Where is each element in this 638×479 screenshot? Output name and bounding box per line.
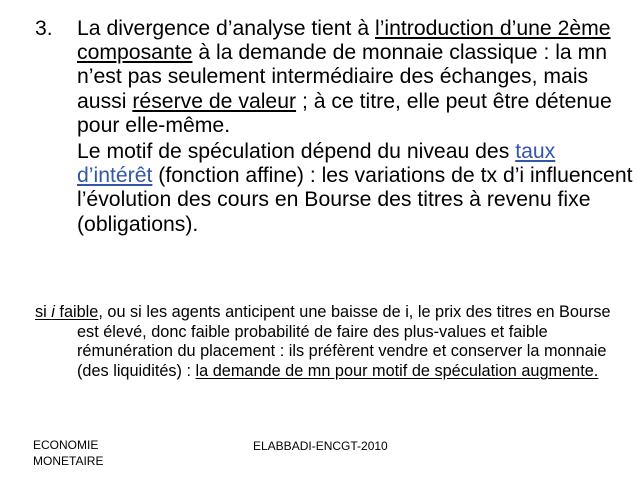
item-number: 3. — [35, 17, 53, 40]
underlined-conclusion: la demande de mn pour motif de spéculation augmente. — [195, 362, 599, 381]
underlined-introduction: l’introduction d’une 2ème composante — [77, 17, 611, 65]
text-run: faible — [54, 303, 99, 321]
text-run: si — [35, 303, 52, 321]
text-run: (fonction affine) : les variations de tx d’i influencent l’évolution des cours en Bourse des titres à revenu fixe (obligations). — [77, 164, 633, 236]
footer-center: ELABBADI-ENCGT-2010 — [253, 439, 388, 453]
text-run: La divergence d’analyse tient à — [77, 17, 376, 40]
italic-i: i — [51, 303, 55, 321]
footer-left: ECONOMIE MONETAIRE — [33, 438, 104, 468]
paragraph-divergence — [77, 17, 635, 138]
text-run: ; à ce titre, elle peut être détenue pour elle-même. — [77, 89, 612, 137]
underlined-si-i-faible — [35, 303, 98, 321]
numbered-item — [35, 17, 635, 237]
underlined-reserve-de-valeur: réserve de valeur — [132, 89, 297, 113]
text-run: Le motif de spéculation dépend du niveau des — [77, 140, 516, 164]
link-taux-interet[interactable]: taux d’intérêt — [77, 140, 556, 188]
paragraph-si-i-faible — [35, 303, 635, 382]
text-run: à la demande de monnaie classique : la mn n’est pas seulement intermédiaire des échanges, mais aussi — [77, 41, 608, 113]
note-block — [35, 303, 635, 382]
paragraph-speculation — [77, 140, 635, 237]
text-run: , ou si les agents anticipent une baisse de i, le prix des titres en Bourse est élevé, donc faible probabilité de faire des plus-values et faible rémunération du placement : ils préfèrent vendre et conserver la monnaie (des liquidités) : — [77, 303, 611, 381]
